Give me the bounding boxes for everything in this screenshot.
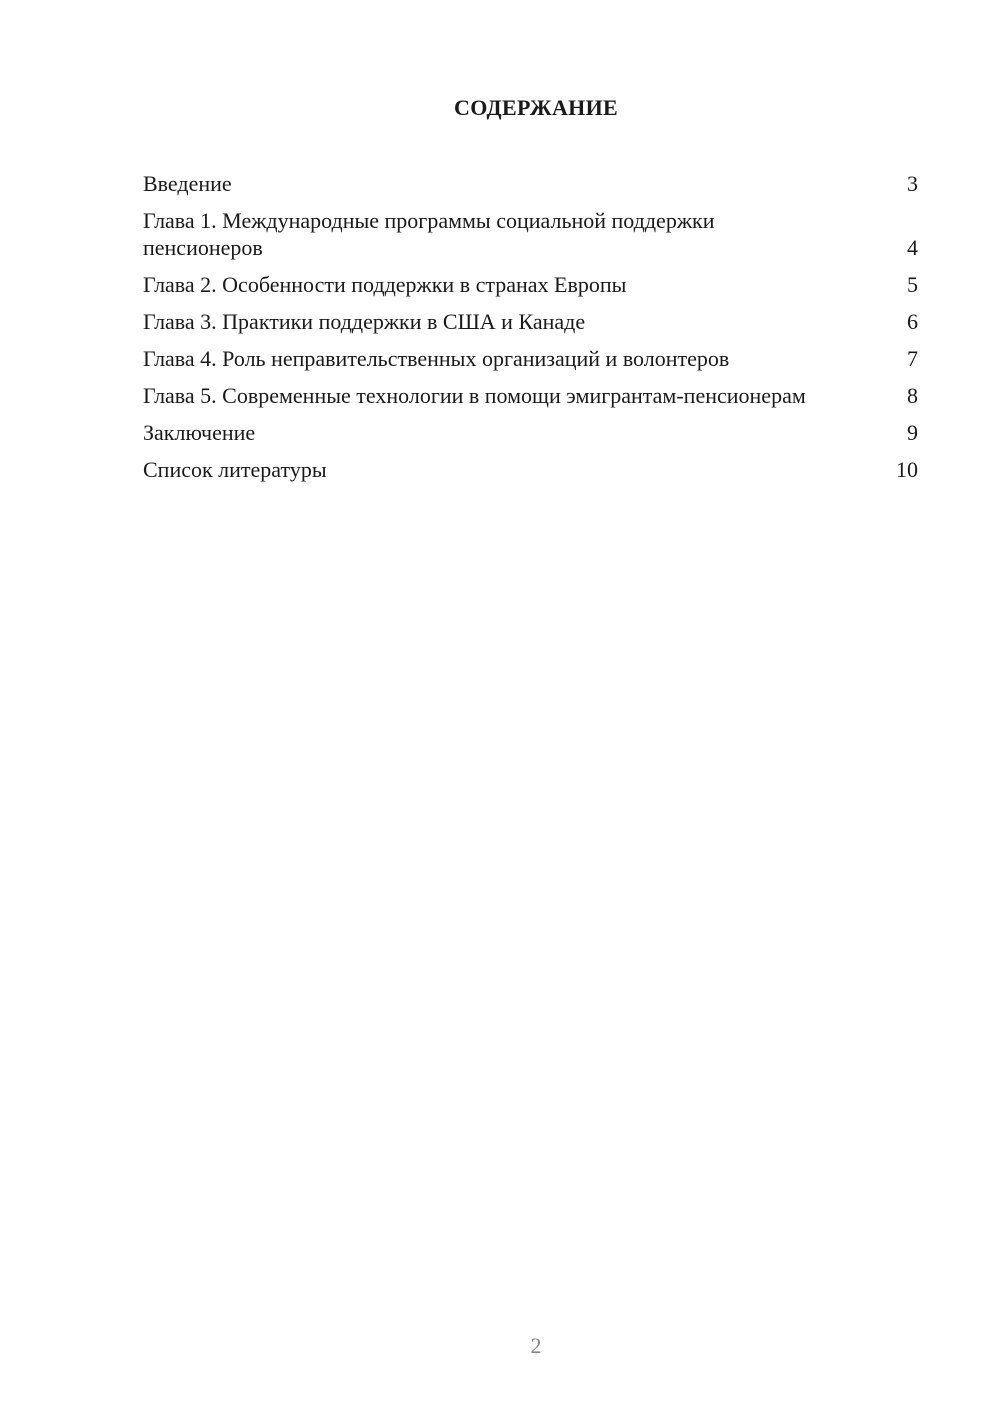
page-number: 2 xyxy=(530,1333,542,1358)
toc-entry-chapter-2 xyxy=(143,271,918,298)
toc-entry-chapter-3 xyxy=(143,308,918,335)
toc-entry-introduction xyxy=(143,170,918,197)
toc-entry-chapter-1 xyxy=(143,207,918,261)
toc-entry-page: 6 xyxy=(907,309,918,334)
toc-entry-page: 5 xyxy=(907,272,918,297)
toc-entry-title: Заключение xyxy=(143,420,256,445)
toc-entry-title: Глава 2. Особенности поддержки в странах Европы xyxy=(143,272,627,297)
toc-entry-page: 8 xyxy=(907,383,918,408)
toc-entry-bibliography xyxy=(143,456,918,483)
toc-entry-page: 3 xyxy=(907,171,918,196)
toc-entry-title: Глава 5. Современные технологии в помощи эмигрантам-пенсионерам xyxy=(143,383,806,408)
table-of-contents xyxy=(143,170,918,493)
toc-entry-chapter-4 xyxy=(143,345,918,372)
toc-entry-conclusion xyxy=(143,419,918,446)
page-title: СОДЕРЖАНИЕ xyxy=(454,95,618,120)
toc-entry-title: Введение xyxy=(143,171,232,196)
toc-entry-title: Глава 1. Международные программы социальной поддержки пенсионеров xyxy=(143,208,715,260)
toc-entry-title: Глава 3. Практики поддержки в США и Канаде xyxy=(143,309,586,334)
toc-entry-title: Список литературы xyxy=(143,457,327,482)
toc-entry-chapter-5 xyxy=(143,382,918,409)
toc-entry-page: 9 xyxy=(907,420,918,445)
toc-entry-title: Глава 4. Роль неправительственных организаций и волонтеров xyxy=(143,346,730,371)
toc-entry-page: 4 xyxy=(907,235,918,260)
toc-entry-page: 10 xyxy=(896,457,918,482)
toc-entry-page: 7 xyxy=(907,346,918,371)
